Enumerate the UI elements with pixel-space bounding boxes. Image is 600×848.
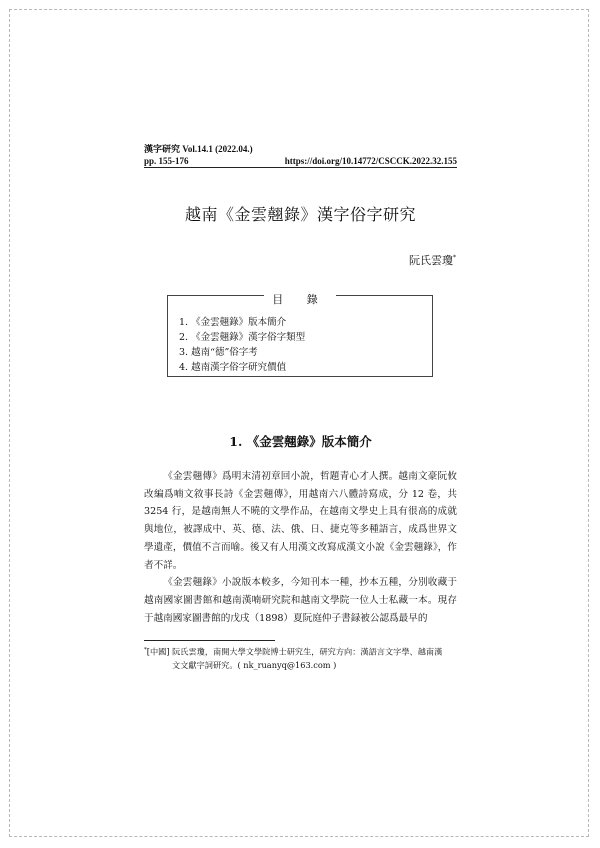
section-heading: 1. 《金雲翹錄》版本簡介 [229,434,372,449]
table-of-contents [167,295,433,377]
page-frame [9,9,589,837]
toc-item: 1. 《金雲翹錄》版本簡介 [179,317,287,328]
toc-item: 2. 《金雲翹錄》漢字俗字類型 [179,332,306,343]
author-footnote-mark: * [453,254,456,262]
footnote-rule [144,640,275,641]
footnote [144,644,457,672]
journal-header [144,143,457,167]
body-text [144,468,457,627]
toc-title: 目 錄 [264,293,336,306]
author-name: 阮氏雲瓊 [409,254,453,267]
footnote-line: [中國] 阮氏雲瓊，南開大學文學院博士研究生，研究方向：漢語言文字學、越南漢 [146,646,443,657]
author [409,252,456,268]
doi-link[interactable]: https://doi.org/10.14772/CSCCK.2022.32.155 [284,156,457,166]
header-rule [144,167,457,168]
paragraph: 《金雲翹錄》小說版本較多，今知刊本一種，抄本五種，分別收藏于越南國家圖書館和越南漢喃研究院和越南文學院一位人士私藏一本。現存于越南國家圖書館的戊戌（1898）夏阮庭仲子書録被公認爲最早的 [144,577,457,624]
toc-item: 4. 越南漢字俗字研究價值 [179,362,287,373]
toc-item: 3. 越南“德”俗字考 [179,347,258,358]
journal-info: 漢字研究 Vol.14.1 (2022.04.) [144,144,253,154]
footnote-mark: * [144,647,147,653]
page-range: pp. 155-176 [144,156,189,166]
paragraph: 《金雲翹傳》爲明末清初章回小說，哲題青心才人撰。越南文豪阮攸改編爲喃文敘事長詩《金雲翹傳》，用越南六八體詩寫成，分 12 卷，共 3254 行，是越南無人不曉的文學作品，在越南文學史上具有很高的成就與地位，被譯成中、英、德、法、俄、日、捷克等多種語言，成爲世界文學遺產，價值不言而喻。後又有人用漢文改寫成漢文小說《金雲翹錄》，作者不詳。 [144,471,457,571]
paper-title: 越南《金雲翹錄》漢字俗字研究 [184,205,416,224]
footnote-line: 文文獻字詞研究。( nk_ruanyq@163.com ) [172,659,337,670]
toc-list [179,315,305,375]
